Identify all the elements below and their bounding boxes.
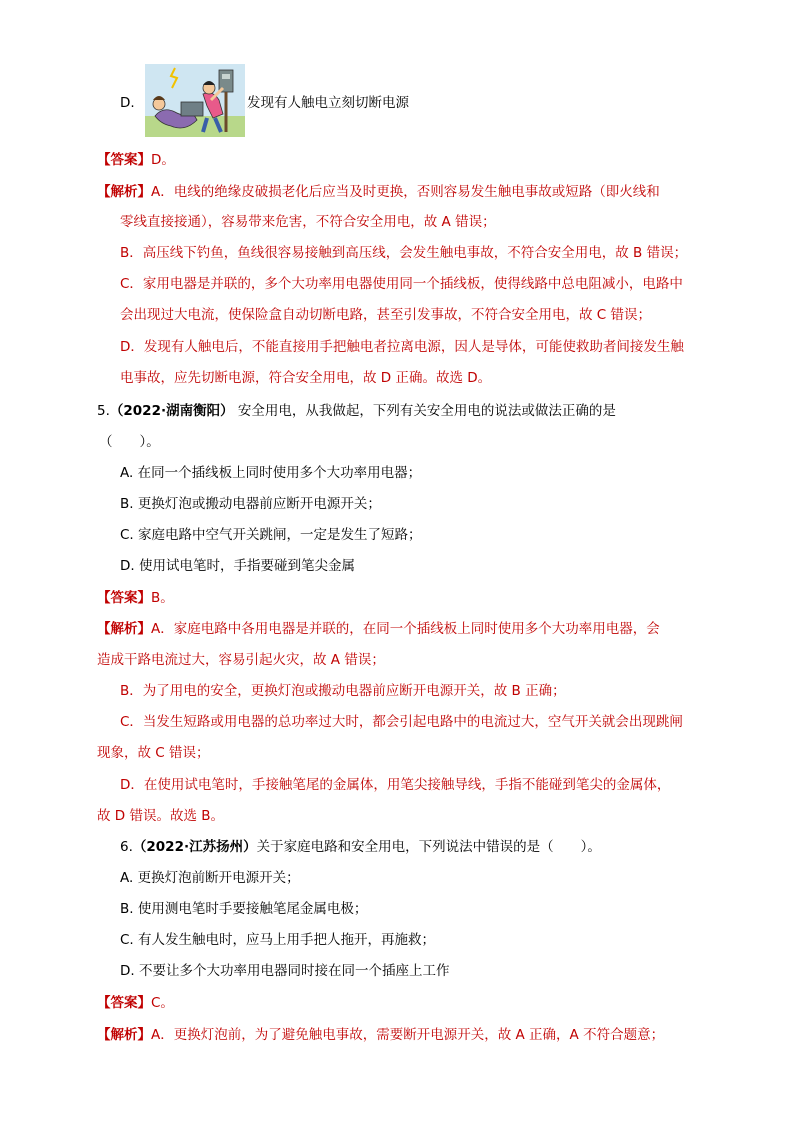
q5-analysis-line: 现象，故 C 错误； [97, 745, 210, 761]
answer-value: D。 [151, 152, 175, 168]
answer-value: C。 [151, 995, 174, 1011]
q4-analysis-line: D．发现有人触电后，不能直接用手把触电者拉离电源，因人是导体，可能使救助者间接发生触 [120, 339, 684, 355]
q5-answer [97, 589, 701, 607]
q5-analysis-line: 故 D 错误。故选 B。 [97, 808, 225, 824]
q6-option-a: A. 更换灯泡前断开电源开关； [120, 870, 300, 886]
analysis-tag: 【解析】 [97, 1027, 151, 1043]
q5-option-d: D. 使用试电笔时，手指要碰到笔尖金属 [120, 558, 355, 574]
q5-stem: 5.（2022·湖南衡阳） 安全用电，从我做起，下列有关安全用电的说法或做法正确的是 [97, 403, 616, 419]
q4-analysis-line: 【解析】A．电线的绝缘皮破损老化后应当及时更换，否则容易发生触电事故或短路（即火线和 [97, 184, 660, 200]
answer-tag: 【答案】 [97, 995, 151, 1011]
question-number: 6. [120, 839, 133, 855]
question-source: （2022·湖南衡阳） [109, 403, 234, 419]
q5-analysis-line: C．当发生短路或用电器的总功率过大时，都会引起电路中的电流过大，空气开关就会出现跳闸 [120, 714, 683, 730]
q5-analysis-line: 【解析】A．家庭电路中各用电器是并联的，在同一个插线板上同时使用多个大功率用电器，会 [97, 621, 660, 637]
q5-option-c: C. 家庭电路中空气开关跳闸，一定是发生了短路； [120, 527, 422, 543]
q5-analysis-line: D．在使用试电笔时，手接触笔尾的金属体，用笔尖接触导线，手指不能碰到笔尖的金属体， [120, 777, 671, 793]
q5-analysis-line: B．为了用电的安全，更换灯泡或搬动电器前应断开电源开关，故 B 正确； [120, 683, 566, 699]
q4-option-d-text: 发现有人触电立刻切断电源 [247, 95, 409, 111]
q4-analysis-line: B．高压线下钓鱼，鱼线很容易接触到高压线，会发生触电事故，不符合安全用电，故 B 错误； [120, 245, 688, 261]
q6-answer [97, 994, 701, 1012]
q6-option-c: C. 有人发生触电时，应马上用手把人拖开，再施救； [120, 932, 436, 948]
q4-analysis-line: 零线直接接通），容易带来危害，不符合安全用电，故 A 错误； [120, 214, 496, 230]
q4-analysis-line: 会出现过大电流，使保险盒自动切断电路，甚至引发事故，不符合安全用电，故 C 错误； [120, 307, 652, 323]
q4-option-d-letter: D. [120, 95, 135, 111]
analysis-tag: 【解析】 [97, 184, 151, 200]
q5-analysis-line: 造成干路电流过大，容易引起火灾，故 A 错误； [97, 652, 385, 668]
q6-option-d: D. 不要让多个大功率用电器同时接在同一个插座上工作 [120, 963, 450, 979]
answer-value: B。 [151, 590, 174, 606]
question-number: 5. [97, 403, 110, 419]
q6-analysis-line: 【解析】A．更换灯泡前，为了避免触电事故，需要断开电源开关，故 A 正确，A 不符合题意； [97, 1027, 665, 1043]
q4-answer [97, 151, 701, 169]
q5-option-a: A. 在同一个插线板上同时使用多个大功率用电器； [120, 465, 422, 481]
question-source: （2022·江苏扬州） [132, 839, 257, 855]
answer-tag: 【答案】 [97, 152, 151, 168]
electric-shock-rescue-illustration [145, 64, 245, 137]
q4-analysis-line: C．家用电器是并联的，多个大功率用电器使用同一个插线板，使得线路中总电阻减小，电路中 [120, 276, 683, 292]
q6-stem: 6.（2022·江苏扬州）关于家庭电路和安全用电，下列说法中错误的是（ ）。 [120, 839, 601, 855]
q5-option-b: B. 更换灯泡或搬动电器前应断开电源开关； [120, 496, 381, 512]
q6-option-b: B. 使用测电笔时手要接触笔尾金属电极； [120, 901, 368, 917]
answer-tag: 【答案】 [97, 590, 151, 606]
q4-analysis-line: 电事故，应先切断电源，符合安全用电，故 D 正确。故选 D。 [120, 370, 492, 386]
q5-stem-blank: （ ）。 [99, 434, 160, 450]
analysis-tag: 【解析】 [97, 621, 151, 637]
